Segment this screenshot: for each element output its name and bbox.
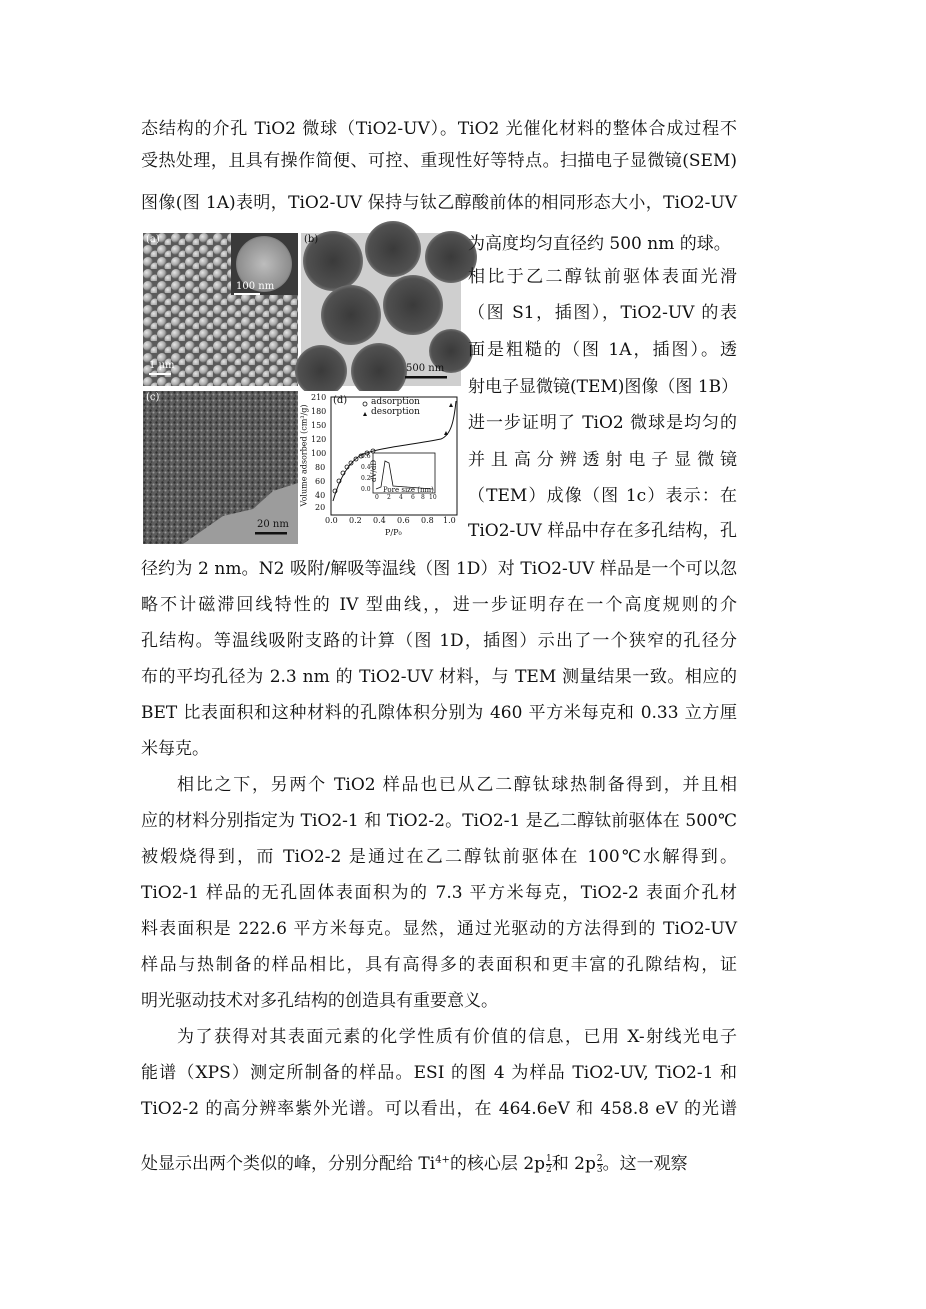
panel-d-isotherm-chart — [301, 391, 461, 544]
text-line: 略不计磁滞回线特性的 IV 型曲线，，进一步证明存在一个高度规则的介 — [141, 595, 737, 615]
y-tick-label: 210 — [311, 393, 327, 402]
inset-x-axis-label: Pore size (nm) — [383, 486, 434, 494]
text-line: 明光驱动技术对多孔结构的创造具有重要意义。 — [141, 991, 498, 1011]
y-tick-label: 100 — [311, 449, 327, 458]
x-tick-label: 0.4 — [373, 516, 386, 525]
fraction-denominator: 2 — [546, 1165, 552, 1175]
text-line-with-notation — [141, 1148, 737, 1180]
inset-y-axis-label: dV/dD — [370, 460, 378, 482]
text-line: 为高度均匀直径约 500 nm 的球。 — [468, 234, 731, 254]
panel-c-hrtem-image — [143, 391, 298, 544]
inset-x-tick-label: 8 — [421, 494, 425, 501]
text-line: 样品与热制备的样品相比，具有高得多的表面积和更丰富的孔隙结构，证 — [141, 955, 737, 975]
x-tick-label: 1.0 — [443, 516, 456, 525]
text-line: TiO2-1 样品的无孔固体表面积为的 7.3 平方米每克，TiO2-2 表面介孔材 — [141, 883, 737, 903]
inset-y-tick-label: 0.2 — [361, 475, 371, 482]
y-tick-label: 40 — [315, 491, 326, 500]
inset-y-tick-label: 0.4 — [361, 464, 371, 471]
x-tick-label: 0.8 — [421, 516, 434, 525]
panel-a-sem-image — [143, 233, 298, 386]
y-tick-label: 80 — [315, 463, 326, 472]
text-fragment: 处显示出两个类似的峰，分别分配给 Ti — [141, 1154, 436, 1174]
y-tick-label: 180 — [311, 407, 327, 416]
y-tick-label: 120 — [311, 435, 327, 444]
x-tick-label: 0.0 — [325, 516, 338, 525]
text-line: 径约为 2 nm。N2 吸附/解吸等温线（图 1D）对 TiO2-UV 样品是一个可以忽 — [141, 559, 737, 579]
fraction-denominator: 3 — [596, 1165, 603, 1175]
text-line: 相比之下，另两个 TiO2 样品也已从乙二醇钛球热制备得到，并且相 — [177, 775, 737, 795]
inset-y-tick-label: 0.6 — [361, 453, 371, 460]
text-line: TiO2-2 的高分辨率紫外光谱。可以看出，在 464.6eV 和 458.8 eV 的光谱 — [141, 1099, 737, 1119]
text-line: 布的平均孔径为 2.3 nm 的 TiO2-UV 材料，与 TEM 测量结果一致。相应的 — [141, 667, 737, 687]
text-line: 孔结构。等温线吸附支路的计算（图 1D，插图）示出了一个狭窄的孔径分 — [141, 631, 737, 651]
text-line: 米每克。 — [141, 739, 209, 759]
inset-x-tick-label: 4 — [399, 494, 403, 501]
text-line: 被煅烧得到，而 TiO2-2 是通过在乙二醇钛前驱体在 100℃水解得到。 — [141, 847, 737, 867]
text-line: 图像(图 1A)表明，TiO2-UV 保持与钛乙醇酸前体的相同形态大小，TiO2-UV — [141, 193, 737, 213]
text-line: 面是粗糙的（图 1A，插图）。透 — [468, 340, 737, 360]
fraction-numerator: 1 — [546, 1154, 552, 1164]
panel-label: (b) — [304, 234, 319, 245]
text-fragment: 的核心层 2p — [449, 1154, 546, 1174]
text-fragment: 。这一观察 — [602, 1154, 688, 1174]
text-line: 料表面积是 222.6 平方米每克。显然，通过光驱动的方法得到的 TiO2-UV — [141, 919, 737, 939]
inset-x-tick-label: 6 — [411, 494, 415, 501]
x-tick-label: 0.2 — [349, 516, 362, 525]
text-line: 射电子显微镜(TEM)图像（图 1B） — [468, 377, 739, 397]
superscript-charge: 4+ — [435, 1154, 450, 1166]
inset-y-tick-label: 0.0 — [361, 486, 371, 493]
y-axis-label: Volume adsorbed (cm³/g) — [299, 404, 309, 507]
inset-x-tick-label: 10 — [429, 494, 437, 501]
inset-x-tick-label: 0 — [375, 494, 379, 501]
scale-label: 1 μm — [149, 360, 175, 371]
x-axis-label: P/P₀ — [385, 528, 402, 537]
inset-x-tick-label: 2 — [387, 494, 391, 501]
figure-1 — [143, 233, 461, 544]
text-line: 受热处理，且具有操作简便、可控、重现性好等特点。扫描电子显微镜(SEM) — [141, 151, 737, 171]
text-line: 应的材料分别指定为 TiO2-1 和 TiO2-2。TiO2-1 是乙二醇钛前驱体在 500℃ — [141, 811, 737, 831]
text-line: 进一步证明了 TiO2 微球是均匀的 — [468, 413, 737, 433]
y-tick-label: 60 — [315, 477, 326, 486]
legend-desorption: desorption — [371, 407, 420, 417]
text-line: BET 比表面积和这种材料的孔隙体积分别为 460 平方米每克和 0.33 立方厘 — [141, 703, 737, 723]
text-line: 为了获得对其表面元素的化学性质有价值的信息，已用 X-射线光电子 — [177, 1027, 737, 1047]
text-line: 态结构的介孔 TiO2 微球（TiO2-UV）。TiO2 光催化材料的整体合成过程不 — [141, 119, 737, 139]
legend-adsorption: adsorption — [371, 397, 420, 407]
text-line: TiO2-UV 样品中存在多孔结构，孔 — [468, 521, 737, 541]
text-line: 能谱（XPS）测定所制备的样品。ESI 的图 4 为样品 TiO2-UV, TiO2-1 和 — [141, 1063, 737, 1083]
scale-label: 20 nm — [257, 519, 289, 530]
scale-label: 500 nm — [406, 363, 445, 374]
scale-label-inset: 100 nm — [236, 281, 275, 292]
y-tick-label: 150 — [311, 421, 327, 430]
panel-label: (d) — [333, 395, 348, 406]
panel-label: (c) — [146, 392, 160, 403]
panel-label: (a) — [146, 234, 160, 245]
text-line: 并且高分辨透射电子显微镜 — [468, 450, 737, 470]
text-line: 相比于乙二醇钛前驱体表面光滑 — [468, 267, 737, 287]
panel-b-tem-image — [301, 233, 461, 386]
y-tick-label: 20 — [315, 503, 326, 512]
text-fragment: 和 2p — [551, 1154, 596, 1174]
x-tick-label: 0.6 — [397, 516, 410, 525]
text-line: （TEM）成像（图 1c）表示：在 — [468, 486, 737, 506]
text-line: （图 S1，插图），TiO2-UV 的表 — [468, 303, 737, 323]
fraction-numerator: 2 — [596, 1154, 603, 1164]
